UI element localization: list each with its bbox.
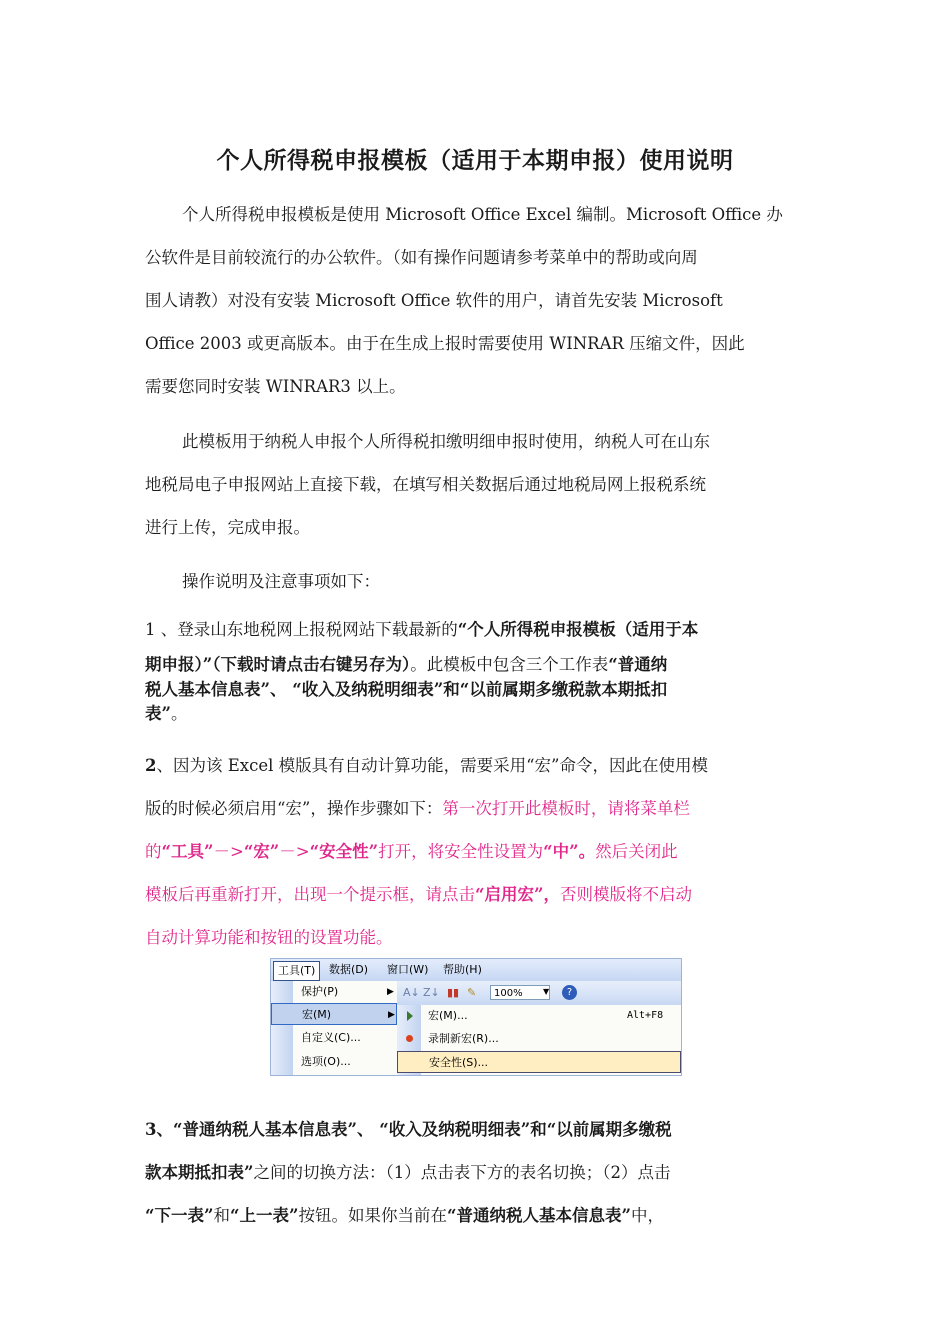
menu-item-customize[interactable] — [271, 1027, 397, 1049]
excel-toolbar — [397, 981, 681, 1005]
highlight-text: 的 — [145, 842, 162, 861]
chart-icon[interactable]: ▮▮ — [447, 986, 460, 999]
bold-text: 期申报）”（下载时请点击右键另存为） — [145, 655, 411, 674]
text-span: 、因为该 Excel 模版具有自动计算功能，需要采用“宏”命令，因此在使用模 — [156, 756, 708, 775]
sort-descending-icon[interactable]: Z↓ — [423, 986, 440, 999]
bold-text: “普通纳税人基本信息表”、 “收入及纳税明细表”和“以前属期多缴税 — [172, 1120, 672, 1139]
text-span: 。此模板中包含三个工作表 — [410, 655, 609, 674]
text-line: 此模板用于纳税人申报个人所得税扣缴明细申报时使用，纳税人可在山东 — [182, 432, 710, 451]
text-line — [145, 618, 698, 642]
text-span: 之间的切换方法：（1）点击表下方的表名切换；（2）点击 — [253, 1163, 671, 1182]
submenu-item-macros[interactable] — [397, 1005, 681, 1027]
menu-item-label: 宏(M) — [302, 1008, 332, 1021]
text-span: 按钮。如果你当前在 — [298, 1206, 447, 1225]
text-line — [145, 840, 678, 864]
menu-item-options[interactable] — [271, 1051, 397, 1073]
bold-text: “普通纳税人基本信息表” — [446, 1206, 631, 1225]
text-line: Office 2003 或更高版本。由于在生成上报时需要使用 WINRAR 压缩文件，因此 — [145, 334, 745, 353]
menu-path-tools: “工具” — [161, 842, 214, 861]
highlight-text: 打开，将安全性设置为 — [378, 842, 544, 861]
menu-item-label: 选项(O)... — [301, 1055, 351, 1068]
submenu-item-label: 安全性(S)... — [429, 1056, 489, 1069]
menu-item-protect[interactable] — [271, 981, 397, 1003]
menu-path-macro: “宏” — [243, 842, 280, 861]
text-line — [145, 702, 188, 726]
menu-data[interactable]: 数据(D) — [329, 963, 369, 976]
text-line: 操作说明及注意事项如下： — [182, 572, 380, 591]
highlight-text: 模板后再重新打开，出现一个提示框，请点击 — [145, 885, 475, 904]
step-number: 3、 — [145, 1120, 173, 1139]
menu-item-label: 自定义(C)... — [301, 1031, 361, 1044]
menu-help[interactable]: 帮助(H) — [443, 963, 482, 976]
menu-tools[interactable]: 工具(T) — [273, 961, 320, 981]
chevron-down-icon[interactable]: ▼ — [543, 987, 550, 996]
text-span: 中， — [630, 1206, 664, 1225]
sort-ascending-icon[interactable]: A↓ — [403, 986, 420, 999]
bold-text: 表” — [145, 704, 171, 723]
submenu-item-record[interactable] — [397, 1028, 681, 1050]
step-number: 2 — [145, 756, 157, 775]
text-line — [145, 754, 708, 778]
submenu-item-security[interactable] — [397, 1051, 681, 1073]
record-icon — [406, 1035, 413, 1042]
text-line — [145, 1204, 664, 1228]
step-number-text: 1 、登录山东地税网上报税网站下载最新的 — [145, 620, 458, 639]
drawing-icon[interactable]: ✎ — [467, 986, 477, 999]
text-line — [145, 1118, 672, 1142]
highlight-text: 否则模版将不启动 — [559, 885, 692, 904]
play-icon — [407, 1011, 413, 1021]
submenu-item-label: 宏(M)... — [428, 1009, 468, 1022]
security-level: “中”。 — [543, 842, 596, 861]
text-line — [145, 653, 667, 677]
tools-dropdown — [271, 981, 398, 1075]
text-line: 需要您同时安装 WINRAR3 以上。 — [145, 377, 406, 396]
text-line: 税人基本信息表”、 “收入及纳税明细表”和“以前属期多缴税款本期抵扣 — [145, 680, 668, 699]
text-span: 。 — [171, 704, 188, 723]
text-line: 公软件是目前较流行的办公软件。（如有操作问题请参考菜单中的帮助或向周 — [145, 248, 698, 267]
help-icon[interactable]: ? — [562, 985, 577, 1000]
shortcut-text: Alt+F8 — [627, 1010, 664, 1021]
highlight-text: 第一次打开此模板时，请将菜单栏 — [442, 799, 690, 818]
text-line: 自动计算功能和按钮的设置功能。 — [145, 928, 393, 947]
menu-bar — [271, 959, 681, 981]
highlight-text: 然后关闭此 — [595, 842, 678, 861]
menu-window[interactable]: 窗口(W) — [387, 963, 429, 976]
text-span: 和 — [213, 1206, 230, 1225]
text-line — [145, 883, 692, 907]
template-name: “个人所得税申报模板（适用于本 — [457, 620, 699, 639]
macro-submenu — [397, 1005, 681, 1075]
submenu-arrow-icon: ▶ — [388, 1010, 395, 1020]
arrow-text: －> — [213, 842, 244, 861]
menu-item-macro[interactable] — [271, 1003, 397, 1025]
text-line — [145, 797, 690, 821]
text-line: 围人请教）对没有安装 Microsoft Office 软件的用户，请首先安装 Microsoft — [145, 291, 723, 310]
text-line: 个人所得税申报模板是使用 Microsoft Office Excel 编制。Microsoft Office 办 — [182, 205, 783, 224]
menu-path-security: “安全性” — [309, 842, 379, 861]
submenu-arrow-icon: ▶ — [387, 987, 394, 997]
text-span: 版的时候必须启用“宏”，操作步骤如下： — [145, 799, 443, 818]
text-line: 地税局电子申报网站上直接下载，在填写相关数据后通过地税局网上报税系统 — [145, 475, 706, 494]
page-title: 个人所得税申报模板（适用于本期申报）使用说明 — [216, 147, 734, 174]
arrow-text: －> — [279, 842, 310, 861]
prev-sheet-button-text: “上一表” — [229, 1206, 299, 1225]
next-sheet-button-text: “下一表” — [145, 1206, 214, 1225]
excel-menu-screenshot — [270, 958, 682, 1076]
text-line — [145, 1161, 671, 1185]
enable-macro-text: “启用宏”， — [475, 885, 560, 904]
bold-text: 款本期抵扣表” — [145, 1163, 254, 1182]
zoom-select[interactable]: 100% — [490, 985, 550, 1000]
submenu-item-label: 录制新宏(R)... — [428, 1032, 499, 1045]
menu-item-label: 保护(P) — [301, 985, 339, 998]
bold-text: “普通纳 — [608, 655, 668, 674]
text-line: 进行上传，完成申报。 — [145, 518, 310, 537]
